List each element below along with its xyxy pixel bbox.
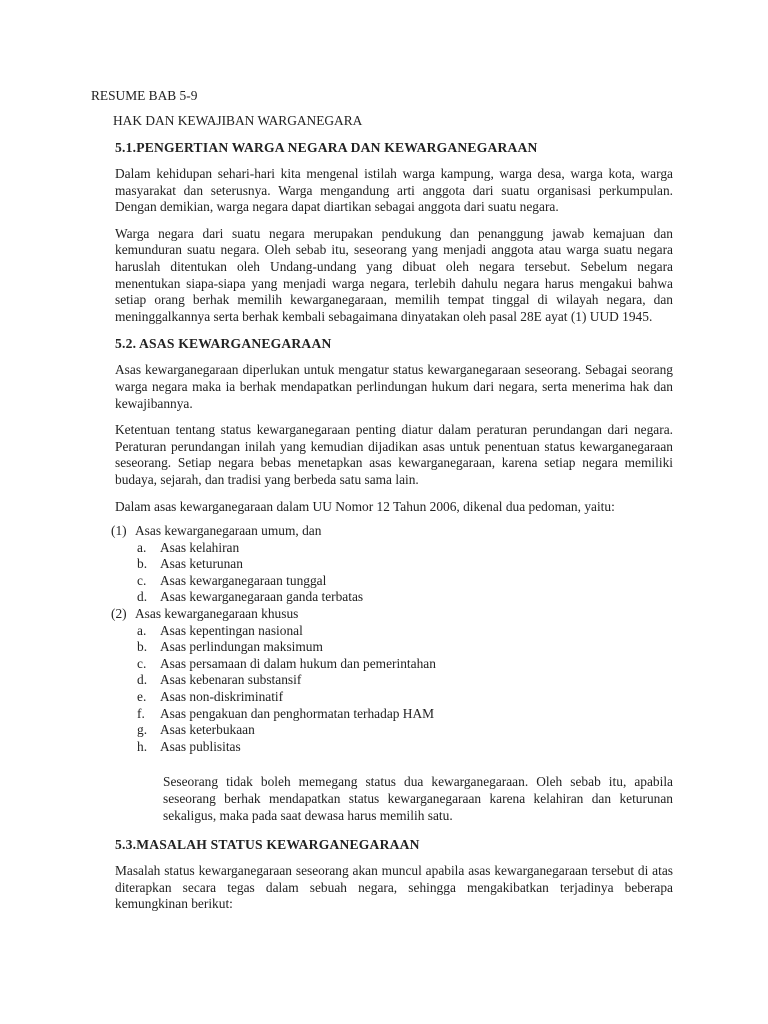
sub-list-letter: b. [137, 639, 148, 655]
sub-list-letter: d. [137, 589, 148, 605]
sub-list-letter: e. [137, 689, 147, 705]
sub-list-text: Asas kepentingan nasional [160, 622, 303, 638]
sub-list-text: Asas non-diskriminatif [160, 689, 284, 705]
list-item [112, 606, 673, 755]
list-number: (2) [111, 606, 127, 622]
sub-list-text: Asas kewarganegaraan tunggal [160, 572, 327, 588]
paragraph: Dalam asas kewarganegaraan dalam UU Nomor 12 Tahun 2006, dikenal dua pedoman, yaitu: [115, 498, 615, 514]
sub-list-item [112, 556, 673, 573]
list-item [112, 523, 673, 606]
sub-list [135, 623, 673, 756]
document-title: RESUME BAB 5-9 [91, 88, 198, 103]
document-body [111, 139, 673, 913]
principles-list [111, 523, 673, 755]
sub-list-item [112, 573, 673, 590]
sub-list-item [112, 722, 673, 739]
sub-list-letter: a. [137, 622, 147, 638]
sub-list-letter: c. [137, 572, 147, 588]
paragraph: Asas kewarganegaraan diperlukan untuk mengatur status kewarganegaraan seseorang. Sebagai seorang warga negara maka ia berhak mendapatkan perlindungan hukum dari negara, serta menerima hak dan kewajibannya. [115, 362, 673, 411]
sub-list-letter: g. [137, 722, 148, 738]
sub-list-text: Asas pengakuan dan penghormatan terhadap HAM [160, 705, 435, 721]
list-number: (1) [111, 523, 127, 539]
document-subtitle: HAK DAN KEWAJIBAN WARGANEGARA [113, 113, 363, 128]
sub-list-text: Asas kelahiran [160, 539, 240, 555]
sub-list-text: Asas keterbukaan [160, 722, 255, 738]
paragraph: Warga negara dari suatu negara merupakan pendukung dan penanggung jawab kemajuan dan kemunduran suatu negara. Oleh sebab itu, seseorang yang menjadi anggota atau warga suatu negara haruslah ditentukan oleh Undang-undang yang dibuat oleh negara tersebut. Sebelum negara menentukan siapa-siapa yang menjadi warga negara, terlebih dahulu negara harus mengakui bahwa setiap orang berhak memilih kewarganegaraan, memilih tempat tinggal di wilayah negara, dan meninggalkannya serta berhak kembali sebagaimana dinyatakan oleh pasal 28E ayat (1) UUD 1945. [115, 225, 673, 324]
sub-list-item [112, 623, 673, 640]
sub-list-text: Asas kebenaran substansif [160, 672, 302, 688]
sub-list-letter: d. [137, 672, 148, 688]
closing-paragraph: Seseorang tidak boleh memegang status dua kewarganegaraan. Oleh sebab itu, apabila seseorang berhak mendapatkan status kewarganegaraan karena kelahiran dan keturunan sekaligus, maka pada saat dewasa harus memilih satu. [163, 774, 673, 823]
sub-list-text: Asas kewarganegaraan ganda terbatas [160, 589, 364, 605]
list-item-label: Asas kewarganegaraan khusus [135, 606, 299, 622]
sub-list-letter: a. [137, 539, 147, 555]
sub-list-text: Asas publisitas [160, 738, 241, 754]
sub-list-letter: c. [137, 655, 147, 671]
sub-list-item [112, 689, 673, 706]
sub-list-item [112, 672, 673, 689]
sub-list-item [112, 656, 673, 673]
sub-list-letter: b. [137, 556, 148, 572]
section-heading-5-3: 5.3.MASALAH STATUS KEWARGANEGARAAN [115, 837, 420, 853]
paragraph: Masalah status kewarganegaraan seseorang akan muncul apabila asas kewarganegaraan tersebut di atas diterapkan secara tegas dalam sebuah negara, sehingga mengakibatkan terjadinya beberapa kemungkinan berikut: [115, 863, 673, 912]
sub-list-item [112, 739, 673, 756]
section-heading-5-1: 5.1.PENGERTIAN WARGA NEGARA DAN KEWARGANEGARAAN [115, 140, 538, 155]
sub-list-item [112, 540, 673, 557]
section-heading-5-2: 5.2. ASAS KEWARGANEGARAAN [115, 336, 332, 352]
sub-list-text: Asas keturunan [160, 556, 243, 572]
sub-list-text: Asas perlindungan maksimum [160, 639, 323, 655]
paragraph: Dalam kehidupan sehari-hari kita mengenal istilah warga kampung, warga desa, warga kota, warga masyarakat dan seterusnya. Warga mengandung arti anggota dari suatu organisasi perkumpulan. Dengan demikian, warga negara dapat diartikan sebagai anggota dari suatu negara. [115, 166, 673, 215]
sub-list [135, 540, 673, 606]
sub-list-item [112, 589, 673, 606]
sub-list-item [112, 639, 673, 656]
list-item-label: Asas kewarganegaraan umum, dan [135, 523, 322, 539]
sub-list-text: Asas persamaan di dalam hukum dan pemerintahan [160, 655, 436, 671]
sub-list-item [112, 706, 673, 723]
sub-list-letter: f. [137, 705, 145, 721]
sub-list-letter: h. [137, 738, 148, 754]
paragraph: Ketentuan tentang status kewarganegaraan penting diatur dalam peraturan perundangan dari negara. Peraturan perundangan inilah yang kemudian dijadikan asas untuk penentuan status kewarganegaraan seseorang. Setiap negara bebas menetapkan asas kewarganegaraan, karena setiap negara memiliki budaya, sejarah, dan tradisi yang berbeda satu sama lain. [115, 422, 673, 487]
